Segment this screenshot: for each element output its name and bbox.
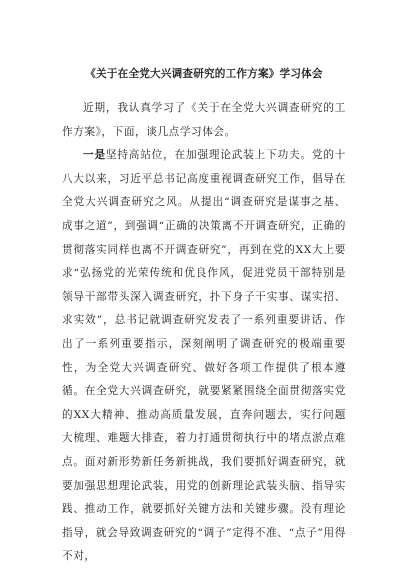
document-title: 《关于在全党大兴调查研究的工作方案》学习体会 bbox=[85, 68, 323, 80]
section-1-lead: 一是 bbox=[83, 149, 106, 162]
intro-paragraph: 近期，我认真学习了《关于在全党大兴调查研究的工作方案》，下面，谈几点学习体会。 bbox=[62, 102, 346, 138]
section-1-paragraph bbox=[62, 144, 346, 569]
section-1-body: 坚持高站位，在加强理论武装上下功夫。党的十八大以来，习近平总书记高度重视调查研究工作，倡导在全党大兴调查研究之风。从提出“调查研究是谋事之基、成事之道”，到强调“正确的决策离不开调查研究，正确的贯彻落实同样也离不开调查研究”，再到在党的XX大上要求“弘扬党的光荣传统和优良作风，促进党员干部特别是领导干部带头深入调查研究，扑下身子干实事、谋实招、求实效”，总书记就调查研究发表了一系列重要讲话、作出了一系列重要指示，深刻阐明了调查研究的极端重要性，为全党大兴调查研究、做好各项工作提供了根本遵循。在全党大兴调查研究，就要紧紧围绕全面贯彻落实党的XX大精神、推动高质量发展，直奔问题去，实行问题大梳理、难题大排查，着力打通贯彻执行中的堵点淤点难点。面对新形势新任务新挑战，我们要抓好调查研究，就要加强思想理论武装，用党的创新理论武装头脑、指导实践、推动工作，就要抓好关键方法和关键步骤。没有理论指导，就会导致调查研究的“调子”定得不准、“点子”用得不对， bbox=[62, 149, 346, 563]
